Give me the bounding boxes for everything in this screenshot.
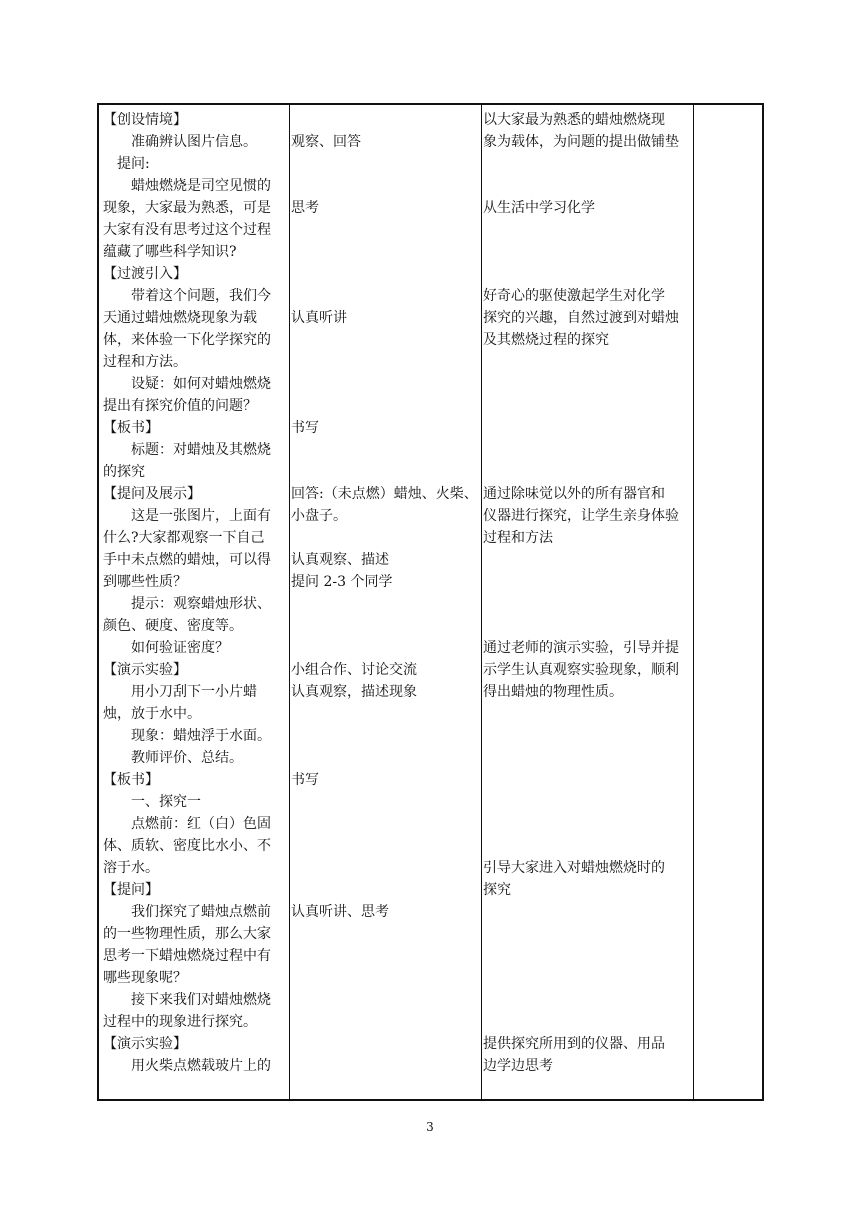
teacher-text-line: 现象：蜡烛浮于水面。 [103,728,271,744]
teacher-text-line: 如何验证密度？ [103,640,229,656]
teacher-text-line: 一、探究一 [103,794,201,810]
intent-text-line: 通过老师的演示实验，引导并提 [483,640,679,656]
student-text-line: 小组合作、讨论交流 [291,662,417,678]
teacher-text-line: 用火柴点燃载玻片上的 [103,1058,271,1074]
teacher-text-line: 教师评价、总结。 [103,750,243,766]
teacher-text-line: 哪些现象呢？ [103,970,187,986]
teacher-text-line: 【过渡引入】 [103,266,187,282]
teacher-text-line: 过程中的现象进行探究。 [103,1014,257,1030]
teacher-text-line: 【提问】 [103,882,159,898]
student-text-line: 思考 [291,200,319,216]
intent-text-line: 及其燃烧过程的探究 [483,332,609,348]
column-divider-2 [481,105,482,1099]
teacher-text-line: 标题：对蜡烛及其燃烧 [103,442,271,458]
intent-text-line: 过程和方法 [483,530,553,546]
column-divider-1 [289,105,290,1099]
teacher-text-line: 带着这个问题，我们今 [103,288,271,304]
student-text-line: 观察、回答 [291,134,361,150]
intent-text-line: 仪器进行探究，让学生亲身体验 [483,508,679,524]
student-text-line: 认真观察，描述现象 [291,684,417,700]
intent-text-line: 示学生认真观察实验现象，顺利 [483,662,679,678]
teacher-text-line: 【提问及展示】 [103,486,201,502]
teacher-text-line: 设疑：如何对蜡烛燃烧 [103,376,271,392]
student-text-line: 认真听讲 [291,310,347,326]
teacher-text-line: 到哪些性质？ [103,574,187,590]
page-number: 3 [426,1120,434,1134]
teacher-text-line: 体，来体验一下化学探究的 [103,332,271,348]
teacher-text-line: 烛，放于水中。 [103,706,201,722]
teacher-text-line: 体、质软、密度比水小、不 [103,838,271,854]
teacher-text-line: 提示：观察蜡烛形状、 [103,596,271,612]
student-text-line: 书写 [291,420,319,436]
teacher-text-line: 现象，大家最为熟悉，可是 [103,200,271,216]
teacher-text-line: 什么?大家都观察一下自己 [103,530,265,546]
teacher-text-line: 颜色、硬度、密度等。 [103,618,243,634]
intent-text-line: 从生活中学习化学 [483,200,595,216]
teacher-text-line: 我们探究了蜡烛点燃前 [103,904,271,920]
student-text-line: 回答:（未点燃）蜡烛、火柴、 [291,486,478,502]
intent-text-line: 得出蜡烛的物理性质。 [483,684,623,700]
teacher-text-line: 【演示实验】 [103,1036,187,1052]
teacher-text-line: 思考一下蜡烛燃烧过程中有 [103,948,271,964]
lesson-plan-table [97,103,764,1101]
teacher-text-line: 蜡烛燃烧是司空见惯的 [103,178,271,194]
intent-text-line: 探究 [483,882,511,898]
intent-text-line: 探究的兴趣，自然过渡到对蜡烛 [483,310,679,326]
intent-text-line: 象为载体，为问题的提出做铺垫 [483,134,679,150]
teacher-text-line: 天通过蜡烛燃烧现象为载 [103,310,257,326]
student-text-line: 认真听讲、思考 [291,904,389,920]
teacher-text-line: 这是一张图片，上面有 [103,508,271,524]
teacher-text-line: 过程和方法。 [103,354,187,370]
student-text-line: 认真观察、描述 [291,552,389,568]
teacher-text-line: 【板书】 [103,420,159,436]
intent-text-line: 提供探究所用到的仪器、用品 [483,1036,665,1052]
student-text-line: 书写 [291,772,319,788]
intent-text-line: 好奇心的驱使激起学生对化学 [483,288,665,304]
teacher-text-line: 【演示实验】 [103,662,187,678]
teacher-text-line: 准确辨认图片信息。 [103,134,257,150]
student-text-line: 提问 2-3 个同学 [291,574,393,590]
teacher-text-line: 接下来我们对蜡烛燃烧 [103,992,271,1008]
teacher-text-line: 【板书】 [103,772,159,788]
intent-text-line: 引导大家进入对蜡烛燃烧时的 [483,860,665,876]
column-divider-3 [693,105,694,1099]
intent-text-line: 通过除味觉以外的所有器官和 [483,486,665,502]
teacher-text-line: 手中未点燃的蜡烛，可以得 [103,552,271,568]
teacher-text-line: 点燃前：红（白）色固 [103,816,271,832]
teacher-text-line: 用小刀刮下一小片蜡 [103,684,257,700]
student-text-line: 小盘子。 [291,508,347,524]
teacher-text-line: 【创设情境】 [103,112,187,128]
teacher-text-line: 的一些物理性质，那么大家 [103,926,271,942]
teacher-text-line: 的探究 [103,464,145,480]
intent-text-line: 以大家最为熟悉的蜡烛燃烧现 [483,112,665,128]
teacher-text-line: 溶于水。 [103,860,159,876]
teacher-text-line: 大家有没有思考过这个过程 [103,222,271,238]
teacher-text-line: 提出有探究价值的问题？ [103,398,257,414]
intent-text-line: 边学边思考 [483,1058,553,1074]
teacher-text-line: 提问: [103,156,150,172]
teacher-text-line: 蕴藏了哪些科学知识? [103,244,237,260]
